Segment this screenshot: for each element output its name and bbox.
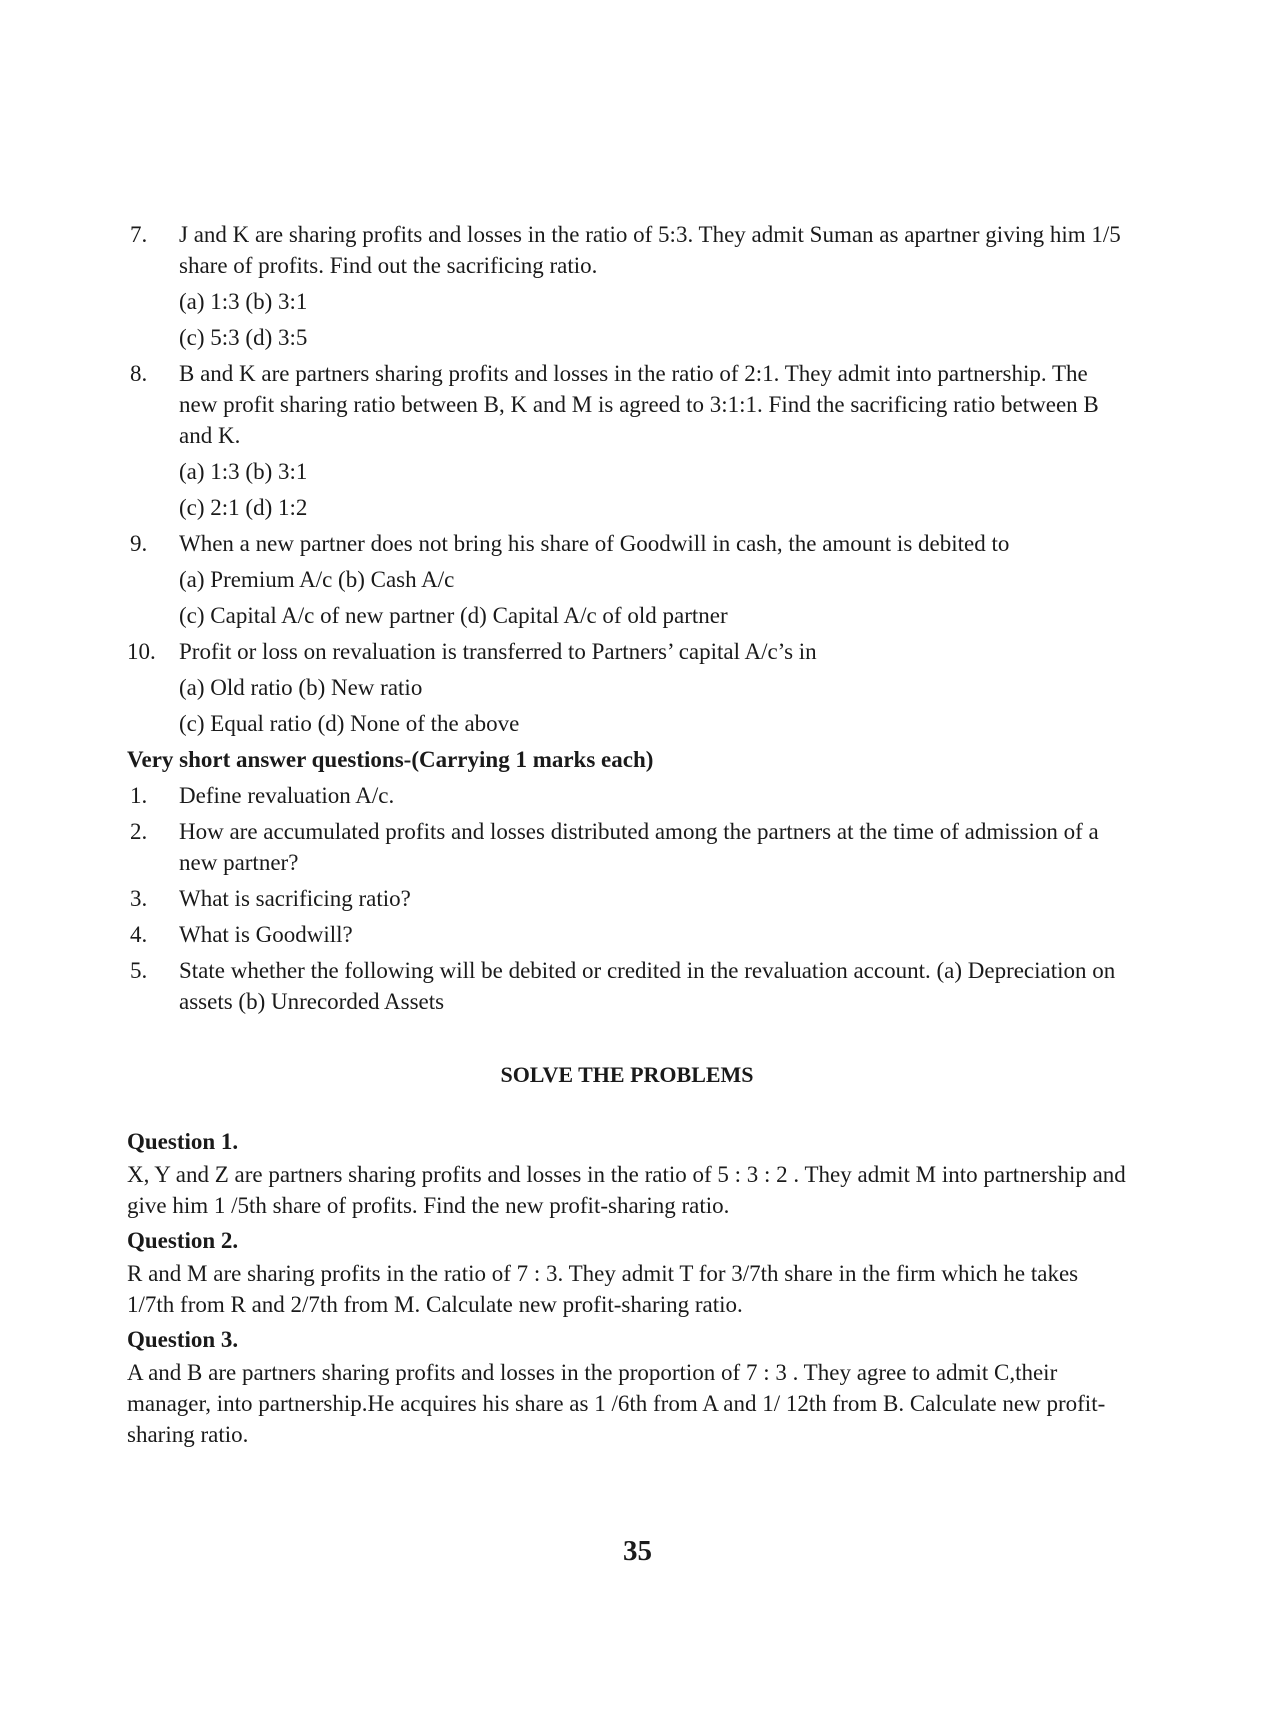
problems-heading: SOLVE THE PROBLEMS xyxy=(500,1062,754,1087)
problem-title: Question 3. xyxy=(127,1327,239,1352)
question-text: Define revaluation A/c. xyxy=(179,783,395,808)
question-number: 5. xyxy=(130,958,148,983)
problem-text: A and B are partners sharing profits and losses in the proportion of 7 : 3 . They agree to admit C,their manager, into partnership.He acquires his share as 1 /6th from A and 1/ 12th from B. Calculate new profit-sharing ratio. xyxy=(127,1360,1106,1447)
question-text: When a new partner does not bring his share of Goodwill in cash, the amount is debited to xyxy=(179,531,1010,556)
problem-title: Question 1. xyxy=(127,1129,239,1154)
mcq-options-line: (c) 2:1 (d) 1:2 xyxy=(179,495,308,520)
question-text: B and K are partners sharing profits and losses in the ratio of 2:1. They admit into partnership. The new profit sharing ratio between B, K and M is agreed to 3:1:1. Find the sacrificing ratio between B and K. xyxy=(179,361,1099,448)
problem-text: R and M are sharing profits in the ratio of 7 : 3. They admit T for 3/7th share in the firm which he takes 1/7th from R and 2/7th from M. Calculate new profit-sharing ratio. xyxy=(127,1261,1079,1317)
mcq-question-8 xyxy=(127,358,1127,451)
question-text: J and K are sharing profits and losses in the ratio of 5:3. They admit Suman as apartner giving him 1/5 share of profits. Find out the sacrificing ratio. xyxy=(179,222,1121,278)
question-number: 4. xyxy=(130,922,148,947)
question-number: 7. xyxy=(130,222,148,247)
short-question-2 xyxy=(127,816,1127,878)
question-number: 1. xyxy=(130,783,148,808)
question-number: 3. xyxy=(130,886,148,911)
question-number: 10. xyxy=(127,639,156,664)
section-title: Very short answer questions-(Carrying 1 marks each) xyxy=(127,747,654,772)
mcq-options-line: (c) Capital A/c of new partner (d) Capital A/c of old partner xyxy=(179,603,728,628)
mcq-question-10 xyxy=(127,636,1127,667)
question-text: Profit or loss on revaluation is transferred to Partners’ capital A/c’s in xyxy=(179,639,817,664)
short-question-3 xyxy=(127,883,1127,914)
mcq-options-line: (a) Premium A/c (b) Cash A/c xyxy=(179,567,455,592)
mcq-options-line: (c) 5:3 (d) 3:5 xyxy=(179,325,308,350)
mcq-question-7 xyxy=(127,219,1127,281)
short-question-4 xyxy=(127,919,1127,950)
mcq-options-line: (c) Equal ratio (d) None of the above xyxy=(179,711,520,736)
question-number: 8. xyxy=(130,361,148,386)
page-content xyxy=(127,219,1127,1450)
question-text: State whether the following will be debited or credited in the revaluation account. (a) Depreciation on assets (b) Unrecorded Assets xyxy=(179,958,1116,1014)
short-question-1 xyxy=(127,780,1127,811)
question-text: What is sacrificing ratio? xyxy=(179,886,411,911)
mcq-options-line: (a) Old ratio (b) New ratio xyxy=(179,675,423,700)
problem-text: X, Y and Z are partners sharing profits and losses in the ratio of 5 : 3 : 2 . They admit M into partnership and give him 1 /5th share of profits. Find the new profit-sharing ratio. xyxy=(127,1162,1126,1218)
mcq-options-line: (a) 1:3 (b) 3:1 xyxy=(179,289,308,314)
question-number: 2. xyxy=(130,819,148,844)
problem-title: Question 2. xyxy=(127,1228,239,1253)
question-text: What is Goodwill? xyxy=(179,922,353,947)
question-number: 9. xyxy=(130,531,148,556)
mcq-options-line: (a) 1:3 (b) 3:1 xyxy=(179,459,308,484)
page-number: 35 xyxy=(623,1535,652,1567)
mcq-question-9 xyxy=(127,528,1127,559)
short-question-5 xyxy=(127,955,1127,1017)
question-text: How are accumulated profits and losses distributed among the partners at the time of admission of a new partner? xyxy=(179,819,1099,875)
